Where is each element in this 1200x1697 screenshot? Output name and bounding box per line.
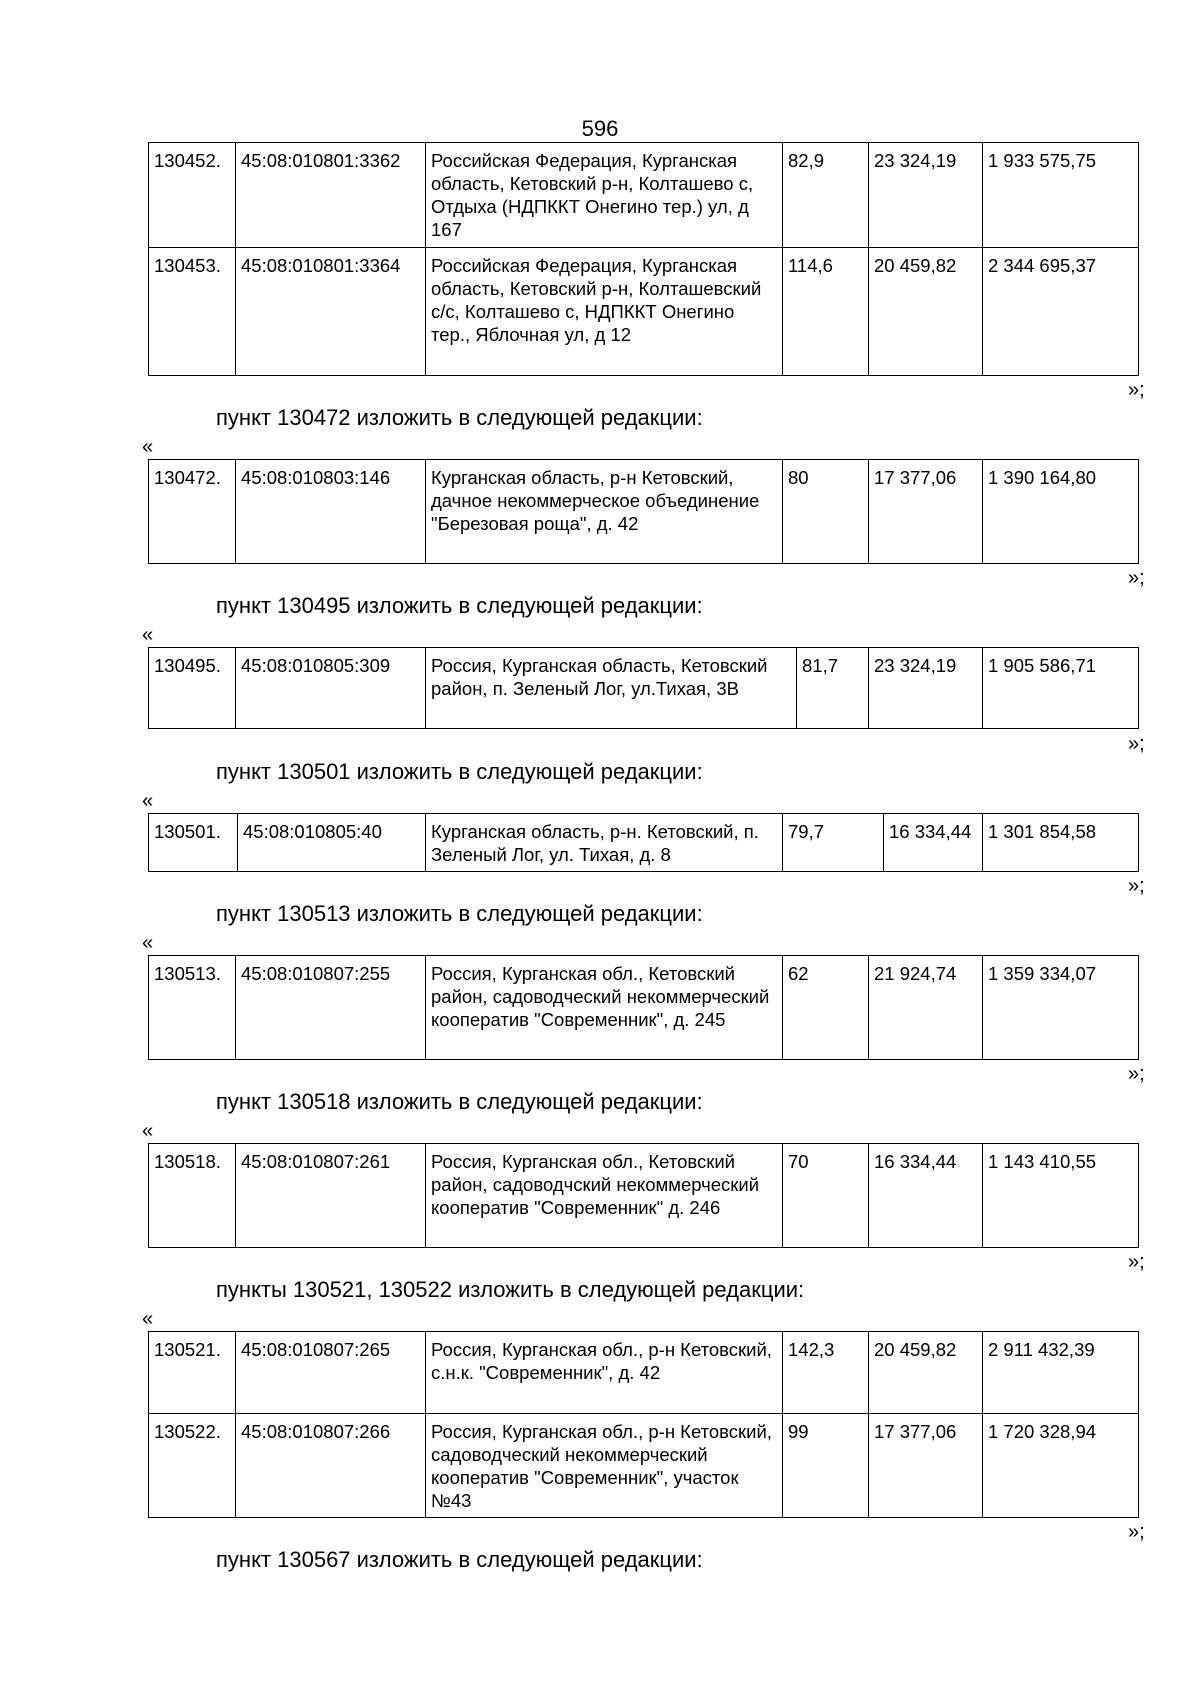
- cadastral-value: 1 933 575,75: [983, 143, 1139, 248]
- cadastral-number: 45:08:010803:146: [236, 460, 426, 564]
- area: 82,9: [783, 143, 869, 248]
- area: 80: [783, 460, 869, 564]
- address: Россия, Курганская обл., Кетовский район, садоводчский некоммерческий кооператив "Современник" д. 246: [426, 1144, 783, 1248]
- amendment-heading: пункт 130518 изложить в следующей редакции:: [216, 1089, 703, 1114]
- table-row: [149, 1332, 1139, 1414]
- rate: 23 324,19: [869, 648, 983, 729]
- property-table: [148, 1331, 1139, 1518]
- area: 70: [783, 1144, 869, 1248]
- rate: 16 334,44: [884, 814, 983, 872]
- table-row: [149, 143, 1139, 248]
- address: Российская Федерация, Курганская область, Кетовский р-н, Колташево с, Отдыха (НДПККТ Онегино тер.) ул, д 167: [426, 143, 783, 248]
- amendment-heading: пункт 130501 изложить в следующей редакции:: [216, 759, 703, 784]
- closing-quote: »;: [1128, 1521, 1145, 1543]
- table-row: [149, 1144, 1139, 1248]
- rate: 17 377,06: [869, 460, 983, 564]
- cadastral-number: 45:08:010801:3364: [236, 248, 426, 376]
- opening-quote: «: [142, 624, 154, 646]
- address: Россия, Курганская обл., Кетовский район, садоводческий некоммерческий кооператив "Современник", д. 245: [426, 956, 783, 1060]
- address: Курганская область, р-н. Кетовский, п. Зеленый Лог, ул. Тихая, д. 8: [426, 814, 783, 872]
- table-row: [149, 460, 1139, 564]
- closing-quote: »;: [1128, 733, 1145, 755]
- area: 81,7: [797, 648, 869, 729]
- row-number: 130453.: [149, 248, 236, 376]
- table-row: [149, 248, 1139, 376]
- property-table: [148, 1143, 1139, 1248]
- cadastral-number: 45:08:010807:265: [236, 1332, 426, 1414]
- table-row: [149, 956, 1139, 1060]
- address: Россия, Курганская область, Кетовский район, п. Зеленый Лог, ул.Тихая, 3В: [426, 648, 797, 729]
- amendment-heading: пункт 130495 изложить в следующей редакции:: [216, 593, 703, 618]
- closing-quote: »;: [1128, 1063, 1145, 1085]
- cadastral-value: 1 301 854,58: [983, 814, 1139, 872]
- cadastral-number: 45:08:010805:40: [238, 814, 426, 872]
- row-number: 130522.: [149, 1414, 236, 1518]
- address: Российская Федерация, Курганская область, Кетовский р-н, Колташевский с/с, Колташево с, НДПККТ Онегино тер., Яблочная ул, д 12: [426, 248, 783, 376]
- row-number: 130521.: [149, 1332, 236, 1414]
- property-table: [148, 142, 1139, 376]
- closing-quote: »;: [1128, 567, 1145, 589]
- rate: 17 377,06: [869, 1414, 983, 1518]
- cadastral-value: 1 390 164,80: [983, 460, 1139, 564]
- opening-quote: «: [142, 932, 154, 954]
- opening-quote: «: [142, 436, 154, 458]
- row-number: 130513.: [149, 956, 236, 1060]
- cadastral-value: 1 905 586,71: [983, 648, 1139, 729]
- rate: 20 459,82: [869, 1332, 983, 1414]
- amendment-heading: пункт 130513 изложить в следующей редакции:: [216, 901, 703, 926]
- cadastral-value: 2 911 432,39: [983, 1332, 1139, 1414]
- cadastral-number: 45:08:010807:261: [236, 1144, 426, 1248]
- closing-quote: »;: [1128, 379, 1145, 401]
- table-row: [149, 814, 1139, 872]
- row-number: 130472.: [149, 460, 236, 564]
- address: Россия, Курганская обл., р-н Кетовский, садоводческий некоммерческий кооператив "Современник", участок №43: [426, 1414, 783, 1518]
- area: 62: [783, 956, 869, 1060]
- cadastral-value: 1 143 410,55: [983, 1144, 1139, 1248]
- amendment-heading: пункт 130567 изложить в следующей редакции:: [216, 1547, 703, 1572]
- table-row: [149, 1414, 1139, 1518]
- rate: 23 324,19: [869, 143, 983, 248]
- opening-quote: «: [142, 1120, 154, 1142]
- cadastral-number: 45:08:010807:255: [236, 956, 426, 1060]
- row-number: 130501.: [149, 814, 238, 872]
- cadastral-number: 45:08:010805:309: [236, 648, 426, 729]
- closing-quote: »;: [1128, 1251, 1145, 1273]
- amendment-heading: пункты 130521, 130522 изложить в следующей редакции:: [216, 1277, 805, 1302]
- cadastral-number: 45:08:010807:266: [236, 1414, 426, 1518]
- address: Курганская область, р-н Кетовский, дачное некоммерческое объединение "Березовая роща", д. 42: [426, 460, 783, 564]
- opening-quote: «: [142, 790, 154, 812]
- area: 99: [783, 1414, 869, 1518]
- cadastral-value: 1 720 328,94: [983, 1414, 1139, 1518]
- property-table: [148, 955, 1139, 1060]
- area: 79,7: [783, 814, 884, 872]
- property-table: [148, 813, 1139, 872]
- area: 142,3: [783, 1332, 869, 1414]
- row-number: 130495.: [149, 648, 236, 729]
- opening-quote: «: [142, 1308, 154, 1330]
- closing-quote: »;: [1128, 875, 1145, 897]
- cadastral-value: 1 359 334,07: [983, 956, 1139, 1060]
- rate: 21 924,74: [869, 956, 983, 1060]
- rate: 16 334,44: [869, 1144, 983, 1248]
- page-number: 596: [581, 116, 619, 141]
- property-table: [148, 647, 1139, 729]
- rate: 20 459,82: [869, 248, 983, 376]
- address: Россия, Курганская обл., р-н Кетовский, с.н.к. "Современник", д. 42: [426, 1332, 783, 1414]
- row-number: 130518.: [149, 1144, 236, 1248]
- cadastral-number: 45:08:010801:3362: [236, 143, 426, 248]
- cadastral-value: 2 344 695,37: [983, 248, 1139, 376]
- amendment-heading: пункт 130472 изложить в следующей редакции:: [216, 405, 703, 430]
- table-row: [149, 648, 1139, 729]
- property-table: [148, 459, 1139, 564]
- area: 114,6: [783, 248, 869, 376]
- row-number: 130452.: [149, 143, 236, 248]
